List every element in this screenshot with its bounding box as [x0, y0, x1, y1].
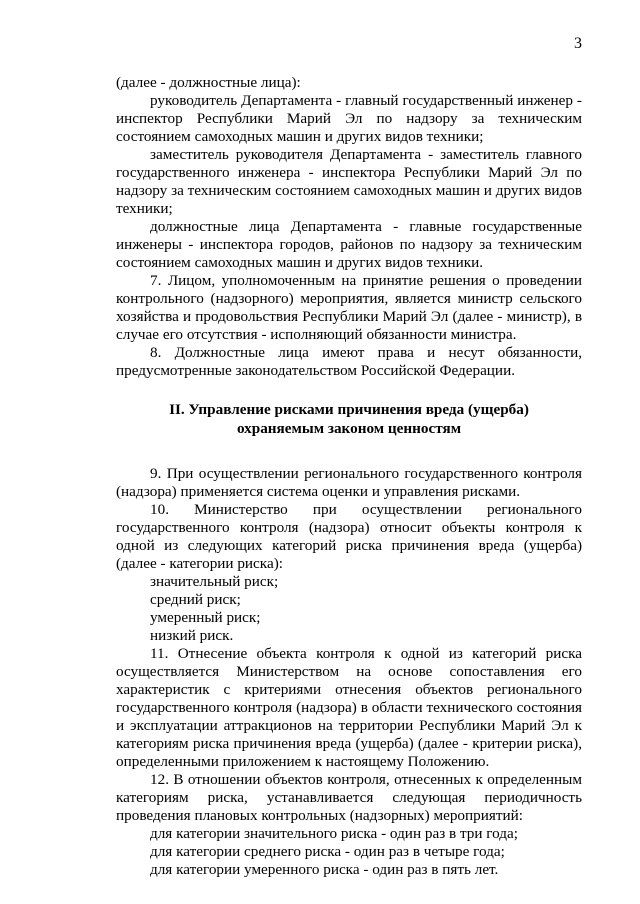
paragraph-department-head: руководитель Департамента - главный государственный инженер - инспектор Республики Марий Эл по надзору за техническим состоянием самоходных машин и других видов техники; — [116, 92, 582, 145]
periodicity-item: для категории среднего риска - один раз в четыре года; — [150, 843, 505, 860]
periodicity-item: для категории умеренного риска - один раз в пять лет. — [150, 861, 499, 878]
risk-category-item: низкий риск. — [150, 627, 234, 644]
risk-category-item: умеренный риск; — [150, 609, 261, 626]
section-heading — [116, 400, 582, 438]
page-number: 3 — [574, 35, 582, 52]
paragraph-officials-intro: (далее - должностные лица): — [116, 74, 301, 91]
section-heading-line-2: охраняемым законом ценностям — [236, 420, 462, 437]
paragraph-clause-8: 8. Должностные лица имеют права и несут обязанности, предусмотренные законодательством Российской Федерации. — [116, 344, 582, 379]
paragraph-clause-10: 10. Министерство при осуществлении регионального государственного контроля (надзора) относит объекты контроля к одной из следующих категорий риска причинения вреда (ущерба) (далее - категории риска): — [116, 501, 582, 572]
risk-category-item: значительный риск; — [150, 573, 279, 590]
paragraph-department-officials: должностные лица Департамента - главные государственные инженеры - инспектора городов, районов по надзору за техническим состоянием самоходных машин и других видов техники. — [116, 218, 582, 271]
section-heading-line-1: II. Управление рисками причинения вреда (ущерба) — [169, 401, 529, 418]
paragraph-clause-11: 11. Отнесение объекта контроля к одной из категорий риска осуществляется Министерством на основе сопоставления его характеристик с критериями отнесения объектов регионального государственного контроля (надзора) в области технического состояния и эксплуатации аттракционов на территории Республики Марий Эл к категориям риска причинения вреда (ущерба) (далее - критерии риска), определенными приложением к настоящему Положению. — [116, 645, 582, 770]
periodicity-item: для категории значительного риска - один раз в три года; — [150, 825, 518, 842]
paragraph-clause-9: 9. При осуществлении регионального государственного контроля (надзора) применяется система оценки и управления рисками. — [116, 465, 582, 500]
paragraph-deputy-head: заместитель руководителя Департамента - заместитель главного государственного инженера - инспектора Республики Марий Эл по надзору за техническим состоянием самоходных машин и других видов техники; — [116, 146, 582, 217]
paragraph-clause-12: 12. В отношении объектов контроля, отнесенных к определенным категориям риска, устанавливается следующая периодичность проведения плановых контрольных (надзорных) мероприятий: — [116, 771, 582, 824]
risk-category-item: средний риск; — [150, 591, 241, 608]
document-body — [116, 74, 582, 879]
paragraph-clause-7: 7. Лицом, уполномоченным на принятие решения о проведении контрольного (надзорного) мероприятия, является министр сельского хозяйства и продовольствия Республики Марий Эл (далее - министр), в случае его отсутствия - исполняющий обязанности министра. — [116, 272, 582, 343]
